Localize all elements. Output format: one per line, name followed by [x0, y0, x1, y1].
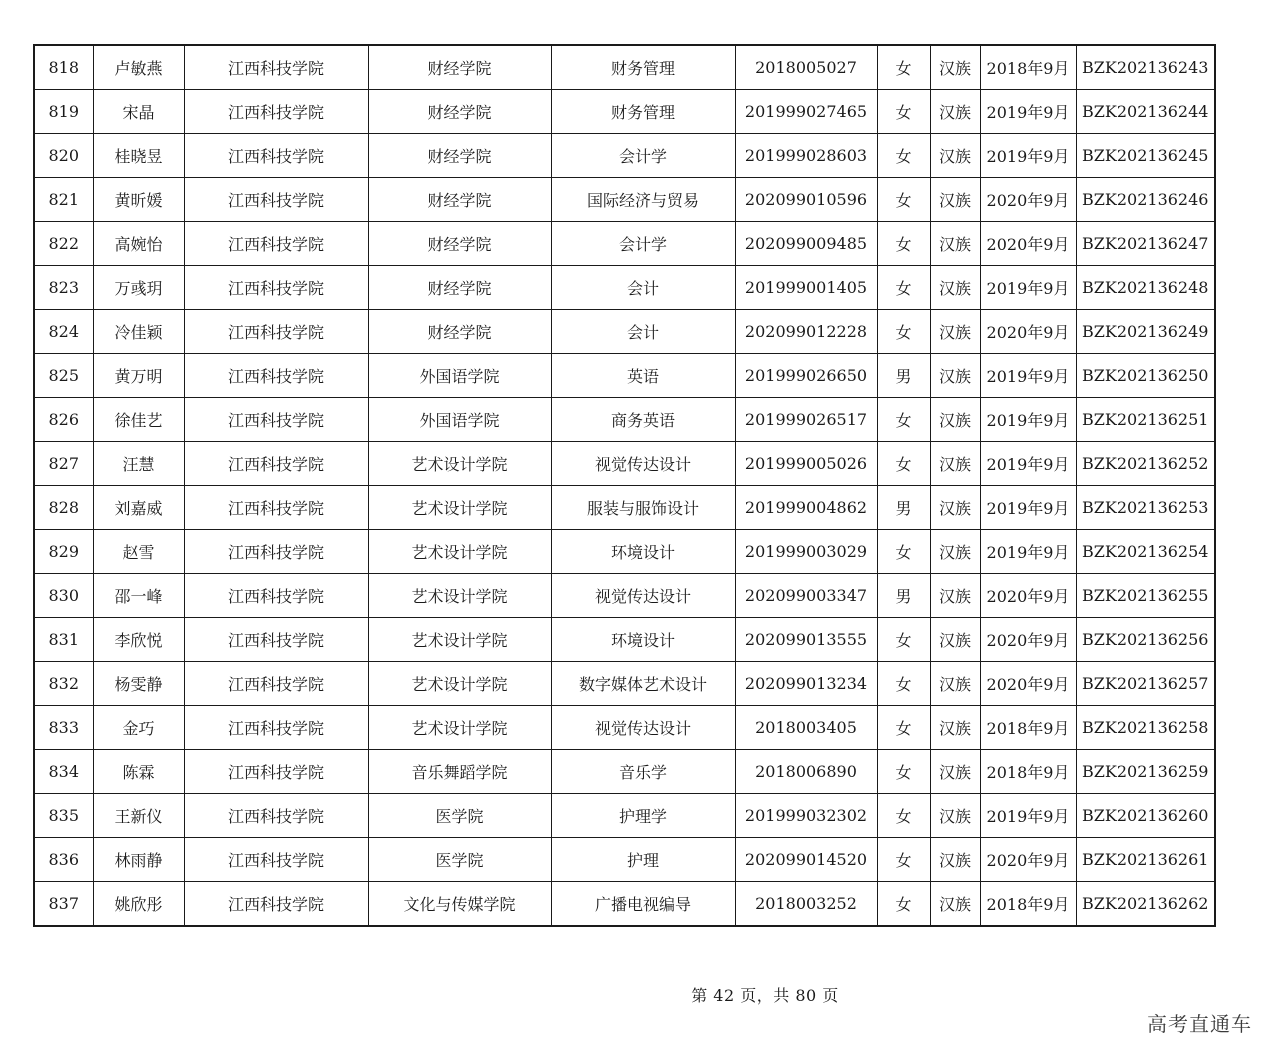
gender-cell: 女 — [877, 398, 930, 442]
row-index-cell: 829 — [34, 530, 93, 574]
table-row — [34, 310, 1215, 354]
school-cell: 江西科技学院 — [184, 134, 368, 178]
gender-cell: 女 — [877, 178, 930, 222]
student-id-cell: 201999026650 — [735, 354, 877, 398]
certificate-number-cell: BZK202136257 — [1076, 662, 1215, 706]
school-cell: 江西科技学院 — [184, 530, 368, 574]
major-cell: 视觉传达设计 — [551, 574, 735, 618]
row-index-cell: 836 — [34, 838, 93, 882]
student-name-cell: 黄万明 — [93, 354, 184, 398]
student-id-cell: 2018003405 — [735, 706, 877, 750]
major-cell: 会计 — [551, 310, 735, 354]
major-cell: 环境设计 — [551, 618, 735, 662]
certificate-number-cell: BZK202136246 — [1076, 178, 1215, 222]
enrollment-date-cell: 2018年9月 — [980, 882, 1076, 927]
ethnicity-cell: 汉族 — [930, 838, 980, 882]
student-roster-table — [33, 44, 1216, 927]
student-name-cell: 万彧玥 — [93, 266, 184, 310]
table-row — [34, 486, 1215, 530]
enrollment-date-cell: 2020年9月 — [980, 662, 1076, 706]
page-number: 第 42 页，共 80 页 — [691, 986, 839, 1005]
row-index-cell: 835 — [34, 794, 93, 838]
college-cell: 艺术设计学院 — [368, 618, 551, 662]
enrollment-date-cell: 2019年9月 — [980, 266, 1076, 310]
gender-cell: 女 — [877, 310, 930, 354]
college-cell: 艺术设计学院 — [368, 486, 551, 530]
enrollment-date-cell: 2020年9月 — [980, 838, 1076, 882]
table-row — [34, 45, 1215, 90]
major-cell: 英语 — [551, 354, 735, 398]
student-name-cell: 宋晶 — [93, 90, 184, 134]
ethnicity-cell: 汉族 — [930, 662, 980, 706]
gender-cell: 女 — [877, 90, 930, 134]
student-id-cell: 2018005027 — [735, 45, 877, 90]
school-cell: 江西科技学院 — [184, 574, 368, 618]
watermark-text: 高考直通车 — [1147, 1012, 1252, 1036]
major-cell: 数字媒体艺术设计 — [551, 662, 735, 706]
ethnicity-cell: 汉族 — [930, 530, 980, 574]
table-row — [34, 706, 1215, 750]
student-id-cell: 201999028603 — [735, 134, 877, 178]
table-row — [34, 442, 1215, 486]
enrollment-date-cell: 2019年9月 — [980, 134, 1076, 178]
ethnicity-cell: 汉族 — [930, 794, 980, 838]
ethnicity-cell: 汉族 — [930, 750, 980, 794]
college-cell: 财经学院 — [368, 178, 551, 222]
college-cell: 艺术设计学院 — [368, 706, 551, 750]
gender-cell: 女 — [877, 750, 930, 794]
student-name-cell: 桂晓昱 — [93, 134, 184, 178]
college-cell: 艺术设计学院 — [368, 442, 551, 486]
enrollment-date-cell: 2018年9月 — [980, 750, 1076, 794]
school-cell: 江西科技学院 — [184, 178, 368, 222]
student-id-cell: 202099012228 — [735, 310, 877, 354]
college-cell: 财经学院 — [368, 310, 551, 354]
certificate-number-cell: BZK202136251 — [1076, 398, 1215, 442]
student-id-cell: 201999005026 — [735, 442, 877, 486]
table-row — [34, 134, 1215, 178]
table-row — [34, 398, 1215, 442]
row-index-cell: 823 — [34, 266, 93, 310]
major-cell: 护理 — [551, 838, 735, 882]
gender-cell: 女 — [877, 222, 930, 266]
certificate-number-cell: BZK202136255 — [1076, 574, 1215, 618]
row-index-cell: 828 — [34, 486, 93, 530]
ethnicity-cell: 汉族 — [930, 90, 980, 134]
student-name-cell: 黄昕媛 — [93, 178, 184, 222]
student-name-cell: 汪慧 — [93, 442, 184, 486]
gender-cell: 女 — [877, 882, 930, 927]
major-cell: 音乐学 — [551, 750, 735, 794]
college-cell: 外国语学院 — [368, 354, 551, 398]
row-index-cell: 826 — [34, 398, 93, 442]
gender-cell: 女 — [877, 45, 930, 90]
enrollment-date-cell: 2018年9月 — [980, 706, 1076, 750]
certificate-number-cell: BZK202136253 — [1076, 486, 1215, 530]
table-row — [34, 530, 1215, 574]
major-cell: 视觉传达设计 — [551, 706, 735, 750]
enrollment-date-cell: 2020年9月 — [980, 618, 1076, 662]
ethnicity-cell: 汉族 — [930, 178, 980, 222]
ethnicity-cell: 汉族 — [930, 618, 980, 662]
major-cell: 服装与服饰设计 — [551, 486, 735, 530]
gender-cell: 男 — [877, 354, 930, 398]
student-id-cell: 201999032302 — [735, 794, 877, 838]
school-cell: 江西科技学院 — [184, 486, 368, 530]
row-index-cell: 825 — [34, 354, 93, 398]
enrollment-date-cell: 2019年9月 — [980, 354, 1076, 398]
major-cell: 广播电视编导 — [551, 882, 735, 927]
table-row — [34, 750, 1215, 794]
student-name-cell: 杨雯静 — [93, 662, 184, 706]
table-row — [34, 266, 1215, 310]
enrollment-date-cell: 2019年9月 — [980, 530, 1076, 574]
enrollment-date-cell: 2020年9月 — [980, 310, 1076, 354]
student-id-cell: 2018003252 — [735, 882, 877, 927]
gender-cell: 女 — [877, 794, 930, 838]
student-id-cell: 201999026517 — [735, 398, 877, 442]
student-name-cell: 高婉怡 — [93, 222, 184, 266]
major-cell: 护理学 — [551, 794, 735, 838]
row-index-cell: 831 — [34, 618, 93, 662]
ethnicity-cell: 汉族 — [930, 398, 980, 442]
gender-cell: 女 — [877, 530, 930, 574]
row-index-cell: 818 — [34, 45, 93, 90]
school-cell: 江西科技学院 — [184, 882, 368, 927]
enrollment-date-cell: 2020年9月 — [980, 222, 1076, 266]
row-index-cell: 822 — [34, 222, 93, 266]
student-name-cell: 姚欣彤 — [93, 882, 184, 927]
enrollment-date-cell: 2019年9月 — [980, 794, 1076, 838]
student-name-cell: 林雨静 — [93, 838, 184, 882]
table-row — [34, 838, 1215, 882]
college-cell: 财经学院 — [368, 266, 551, 310]
school-cell: 江西科技学院 — [184, 442, 368, 486]
table-row — [34, 882, 1215, 927]
gender-cell: 女 — [877, 706, 930, 750]
row-index-cell: 821 — [34, 178, 93, 222]
gender-cell: 女 — [877, 838, 930, 882]
table-row — [34, 90, 1215, 134]
gender-cell: 女 — [877, 662, 930, 706]
school-cell: 江西科技学院 — [184, 750, 368, 794]
student-name-cell: 刘嘉威 — [93, 486, 184, 530]
school-cell: 江西科技学院 — [184, 706, 368, 750]
row-index-cell: 834 — [34, 750, 93, 794]
school-cell: 江西科技学院 — [184, 794, 368, 838]
certificate-number-cell: BZK202136244 — [1076, 90, 1215, 134]
gender-cell: 女 — [877, 442, 930, 486]
student-id-cell: 202099013234 — [735, 662, 877, 706]
certificate-number-cell: BZK202136247 — [1076, 222, 1215, 266]
student-id-cell: 202099009485 — [735, 222, 877, 266]
certificate-number-cell: BZK202136250 — [1076, 354, 1215, 398]
ethnicity-cell: 汉族 — [930, 310, 980, 354]
table-row — [34, 354, 1215, 398]
table-row — [34, 222, 1215, 266]
college-cell: 财经学院 — [368, 134, 551, 178]
enrollment-date-cell: 2019年9月 — [980, 398, 1076, 442]
school-cell: 江西科技学院 — [184, 398, 368, 442]
major-cell: 会计学 — [551, 134, 735, 178]
table-row — [34, 794, 1215, 838]
gender-cell: 女 — [877, 618, 930, 662]
row-index-cell: 824 — [34, 310, 93, 354]
college-cell: 艺术设计学院 — [368, 662, 551, 706]
ethnicity-cell: 汉族 — [930, 442, 980, 486]
enrollment-date-cell: 2019年9月 — [980, 442, 1076, 486]
student-name-cell: 徐佳艺 — [93, 398, 184, 442]
enrollment-date-cell: 2018年9月 — [980, 45, 1076, 90]
ethnicity-cell: 汉族 — [930, 354, 980, 398]
major-cell: 视觉传达设计 — [551, 442, 735, 486]
ethnicity-cell: 汉族 — [930, 45, 980, 90]
ethnicity-cell: 汉族 — [930, 574, 980, 618]
enrollment-date-cell: 2020年9月 — [980, 178, 1076, 222]
college-cell: 音乐舞蹈学院 — [368, 750, 551, 794]
student-id-cell: 202099013555 — [735, 618, 877, 662]
student-id-cell: 202099003347 — [735, 574, 877, 618]
student-name-cell: 邵一峰 — [93, 574, 184, 618]
school-cell: 江西科技学院 — [184, 618, 368, 662]
certificate-number-cell: BZK202136256 — [1076, 618, 1215, 662]
student-name-cell: 卢敏燕 — [93, 45, 184, 90]
enrollment-date-cell: 2019年9月 — [980, 90, 1076, 134]
student-name-cell: 李欣悦 — [93, 618, 184, 662]
table-row — [34, 574, 1215, 618]
college-cell: 财经学院 — [368, 45, 551, 90]
student-name-cell: 赵雪 — [93, 530, 184, 574]
school-cell: 江西科技学院 — [184, 310, 368, 354]
school-cell: 江西科技学院 — [184, 222, 368, 266]
major-cell: 会计学 — [551, 222, 735, 266]
certificate-number-cell: BZK202136254 — [1076, 530, 1215, 574]
major-cell: 商务英语 — [551, 398, 735, 442]
certificate-number-cell: BZK202136262 — [1076, 882, 1215, 927]
row-index-cell: 820 — [34, 134, 93, 178]
certificate-number-cell: BZK202136252 — [1076, 442, 1215, 486]
college-cell: 文化与传媒学院 — [368, 882, 551, 927]
table-row — [34, 178, 1215, 222]
major-cell: 会计 — [551, 266, 735, 310]
college-cell: 医学院 — [368, 794, 551, 838]
row-index-cell: 833 — [34, 706, 93, 750]
student-id-cell: 201999027465 — [735, 90, 877, 134]
student-name-cell: 王新仪 — [93, 794, 184, 838]
gender-cell: 女 — [877, 134, 930, 178]
major-cell: 财务管理 — [551, 90, 735, 134]
school-cell: 江西科技学院 — [184, 90, 368, 134]
school-cell: 江西科技学院 — [184, 45, 368, 90]
student-id-cell: 2018006890 — [735, 750, 877, 794]
certificate-number-cell: BZK202136243 — [1076, 45, 1215, 90]
roster-body — [34, 45, 1215, 926]
certificate-number-cell: BZK202136248 — [1076, 266, 1215, 310]
row-index-cell: 827 — [34, 442, 93, 486]
ethnicity-cell: 汉族 — [930, 486, 980, 530]
major-cell: 国际经济与贸易 — [551, 178, 735, 222]
college-cell: 财经学院 — [368, 222, 551, 266]
certificate-number-cell: BZK202136258 — [1076, 706, 1215, 750]
school-cell: 江西科技学院 — [184, 662, 368, 706]
student-id-cell: 202099010596 — [735, 178, 877, 222]
student-name-cell: 金巧 — [93, 706, 184, 750]
certificate-number-cell: BZK202136260 — [1076, 794, 1215, 838]
certificate-number-cell: BZK202136259 — [1076, 750, 1215, 794]
ethnicity-cell: 汉族 — [930, 706, 980, 750]
school-cell: 江西科技学院 — [184, 266, 368, 310]
ethnicity-cell: 汉族 — [930, 222, 980, 266]
enrollment-date-cell: 2020年9月 — [980, 574, 1076, 618]
page-footer — [0, 983, 1280, 1006]
row-index-cell: 830 — [34, 574, 93, 618]
certificate-number-cell: BZK202136261 — [1076, 838, 1215, 882]
student-id-cell: 201999004862 — [735, 486, 877, 530]
ethnicity-cell: 汉族 — [930, 134, 980, 178]
college-cell: 医学院 — [368, 838, 551, 882]
enrollment-date-cell: 2019年9月 — [980, 486, 1076, 530]
certificate-number-cell: BZK202136249 — [1076, 310, 1215, 354]
student-id-cell: 201999003029 — [735, 530, 877, 574]
gender-cell: 男 — [877, 486, 930, 530]
student-name-cell: 陈霖 — [93, 750, 184, 794]
table-row — [34, 618, 1215, 662]
ethnicity-cell: 汉族 — [930, 882, 980, 927]
college-cell: 艺术设计学院 — [368, 574, 551, 618]
major-cell: 财务管理 — [551, 45, 735, 90]
college-cell: 艺术设计学院 — [368, 530, 551, 574]
school-cell: 江西科技学院 — [184, 838, 368, 882]
school-cell: 江西科技学院 — [184, 354, 368, 398]
gender-cell: 男 — [877, 574, 930, 618]
student-id-cell: 201999001405 — [735, 266, 877, 310]
college-cell: 财经学院 — [368, 90, 551, 134]
certificate-number-cell: BZK202136245 — [1076, 134, 1215, 178]
student-id-cell: 202099014520 — [735, 838, 877, 882]
row-index-cell: 837 — [34, 882, 93, 927]
major-cell: 环境设计 — [551, 530, 735, 574]
row-index-cell: 832 — [34, 662, 93, 706]
table-row — [34, 662, 1215, 706]
row-index-cell: 819 — [34, 90, 93, 134]
college-cell: 外国语学院 — [368, 398, 551, 442]
gender-cell: 女 — [877, 266, 930, 310]
student-name-cell: 冷佳颖 — [93, 310, 184, 354]
ethnicity-cell: 汉族 — [930, 266, 980, 310]
